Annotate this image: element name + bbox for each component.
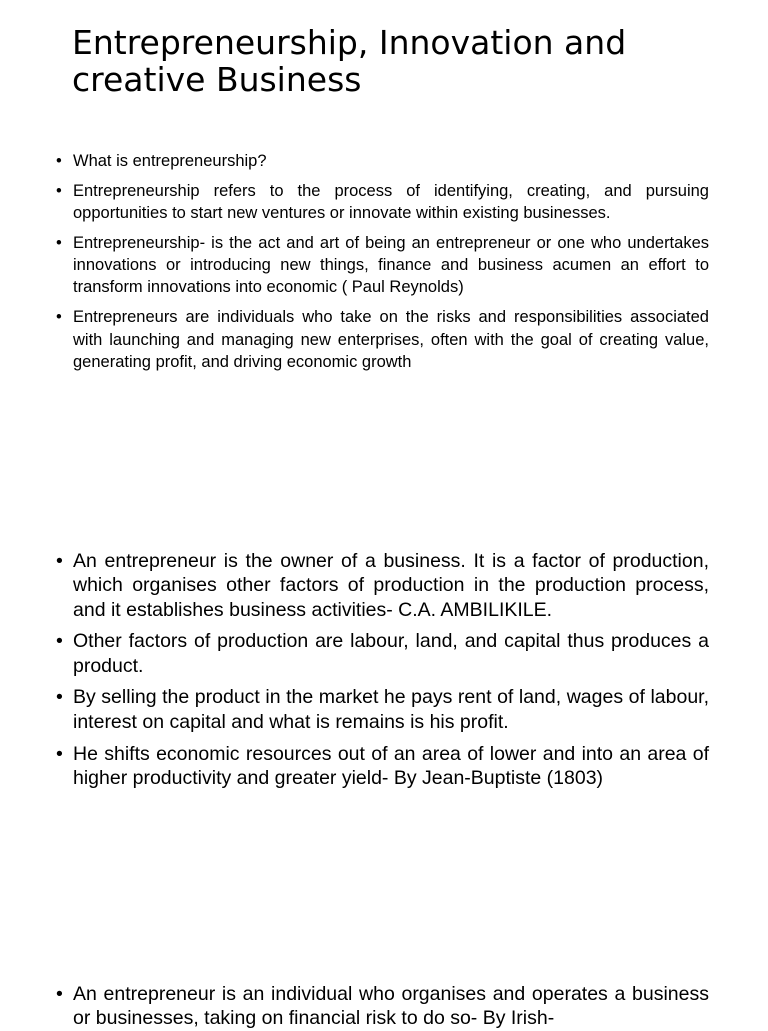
definition-bullet-list [56, 150, 709, 381]
bullet-item: • He shifts economic resources out of an area of lower and into an area of higher productivity and greater yield- By Jean-Buptiste (1803) [56, 742, 709, 791]
slide-title: Entrepreneurship, Innovation and creative Business [72, 23, 627, 99]
bullet-item: • What is entrepreneurship? [56, 150, 709, 172]
bullet-item: • By selling the product in the market he pays rent of land, wages of labour, interest on capital and what is remains is his profit. [56, 685, 709, 734]
entrepreneur-bullet-list [56, 549, 709, 798]
bullet-item: • Entrepreneurship refers to the process of identifying, creating, and pursuing opportunities to start new ventures or innovate within existing businesses. [56, 180, 709, 225]
bullet-item: • Other factors of production are labour, land, and capital thus produces a product. [56, 629, 709, 678]
bullet-item: • An entrepreneur is an individual who organises and operates a business or businesses, taking on financial risk to do so- By Irish- [56, 982, 709, 1031]
bullet-item: • Entrepreneurship- is the act and art of being an entrepreneur or one who undertakes innovations or introducing new things, finance and business acumen an effort to transform innovations into economic ( Paul Reynolds) [56, 232, 709, 299]
bullet-item: • Entrepreneurs are individuals who take on the risks and responsibilities associated with launching and managing new enterprises, often with the goal of creating value, generating profit, and driving economic growth [56, 306, 709, 373]
bullet-item: • An entrepreneur is the owner of a business. It is a factor of production, which organises other factors of production in the production process, and it establishes business activities- C.A. AMBILIKILE. [56, 549, 709, 622]
continued-bullet-list [56, 982, 709, 1031]
